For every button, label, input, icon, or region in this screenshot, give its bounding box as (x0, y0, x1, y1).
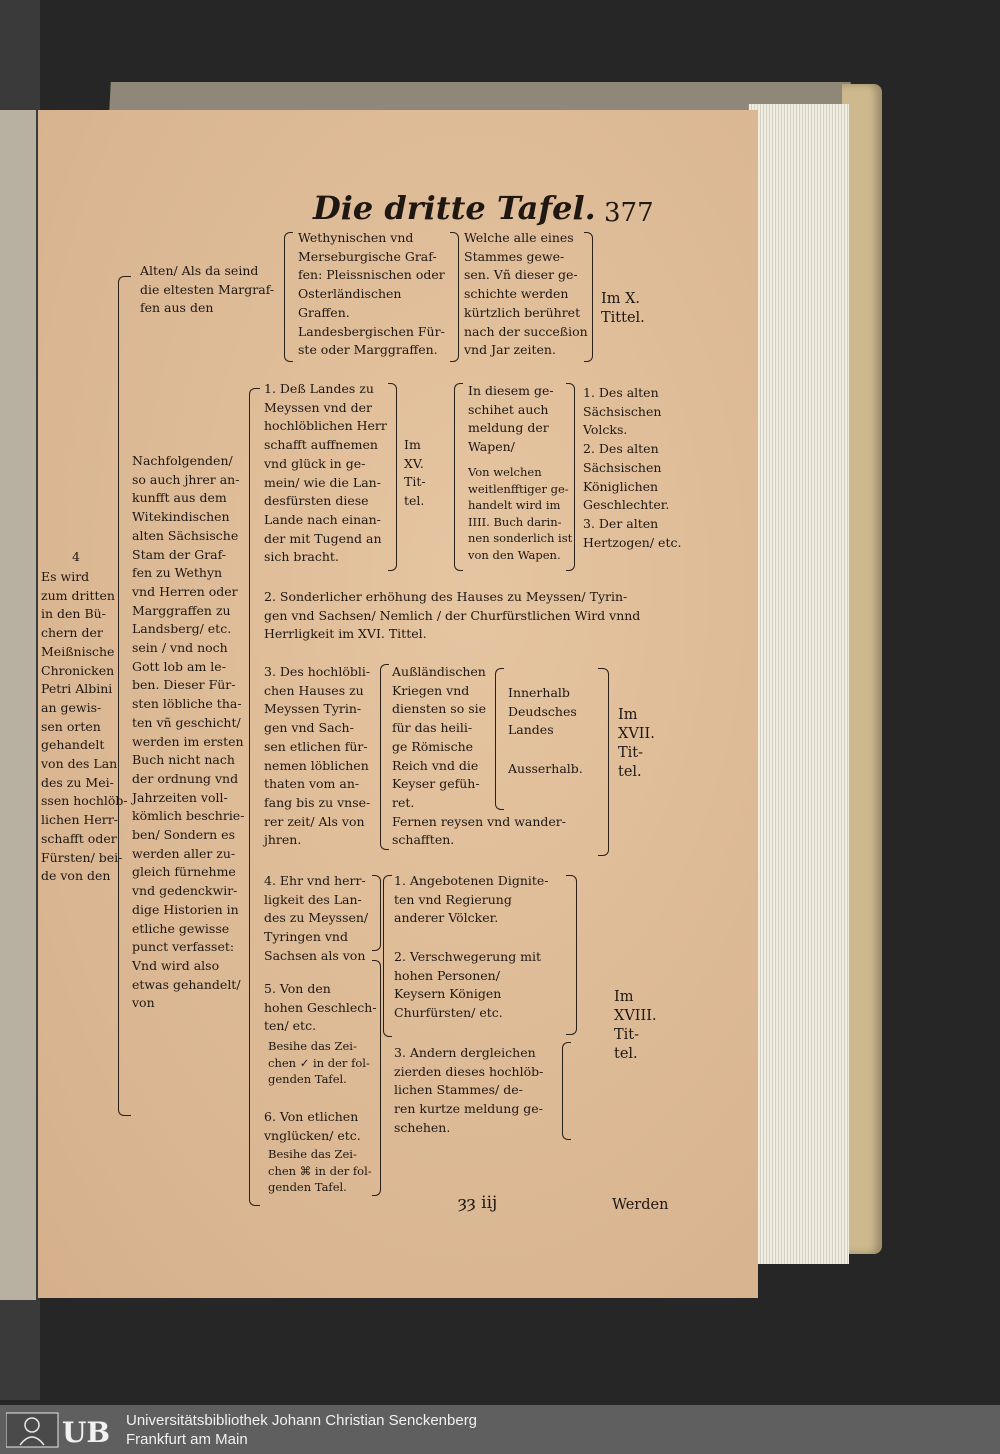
brace-xvii (598, 668, 609, 856)
brace-item4 (372, 875, 381, 951)
text-im-xviii: Im XVIII. Tit- tel. (614, 989, 657, 1062)
facing-page-edge (0, 110, 36, 1300)
brace-vonwelchen (566, 383, 575, 571)
logo-text: UB (62, 1416, 111, 1449)
signature-mark: ȝȝ iij (458, 1193, 498, 1213)
item-2: 2. Sonderlicher erhöhung des Hauses zu Meyssen/ Tyrin- gen vnd Sachsen/ Nemlich / der Churfürstlichen Wird vnnd Herrligkeit im XVI. Tittel. (264, 589, 641, 642)
brace-auslaend (495, 668, 504, 810)
text-innerhalb: Innerhalb Deudsches Landes (508, 685, 577, 738)
margin-number: 4 (72, 549, 80, 564)
brace-sub (383, 875, 392, 1037)
item-4: 4. Ehr vnd herr- ligkeit des Lan- des zu Meyssen/ Tyringen vnd Sachsen als von (264, 873, 369, 963)
text-nachfolgenden: Nachfolgenden/ so auch jhrer an- kunfft aus dem Witekindischen alten Sächsische Stam der Graf- fen zu Wethyn vnd Herren oder Marggraffen zu Landsberg/ etc. sein / vnd noch Gott lob am le- ben. Dieser Für- sten löbliche tha- ten vñ geschicht/ werden im ersten Buch nicht nach der ordnung vnd Jahrzeiten voll- kömlich beschrie- ben/ Sondern es werden aller zu- gleich fürnehme vnd gedenckwir- dige Historien in etliche gewisse punct verfasset: Vnd wird also etwas gehandelt/ von (132, 453, 245, 1011)
brace-items56 (372, 960, 381, 1196)
text-im-xvii: Im XVII. Tit- tel. (618, 707, 655, 780)
page-number: 377 (604, 198, 654, 228)
catchword: Werden (612, 1197, 669, 1213)
text-im-xv: Im XV. Tit- tel. (404, 437, 426, 509)
text-welche: Welche alle eines Stammes gewe- sen. Vñ dieser ge- schichte werden kürtzlich berühret nach der succeßion vnd Jar zeiten. (464, 230, 588, 358)
margin-note: Es wird zum dritten in den Bü- chern der Meißnische Chronicken Petri Albini an gewis- sen orten gehandelt von des Lan des zu Mei- ssen hochlöb- lichen Herr- schafft oder Fürsten/ bei- de von den (41, 569, 128, 884)
brace-sub12 (566, 875, 577, 1035)
brace-item3 (380, 664, 389, 850)
footer-city: Frankfurt am Main (126, 1431, 248, 1448)
text-wethyn: Wethynischen vnd Merseburgische Graf- fen: Pleissnischen oder Osterländischen Graffen. Landesbergischen Für- ste oder Marggraffen. (298, 230, 445, 358)
page-edges (748, 104, 849, 1264)
text-vonwelchen: Von welchen weitlenfftiger ge- handelt wird im IIII. Buch darin- nen sonderlich ist von den Wapen. (468, 465, 573, 562)
footer-bar (0, 1405, 1000, 1454)
sub-1: 1. Angebotenen Dignite- ten vnd Regierung anderer Völcker. (394, 873, 549, 926)
footer-institution: Universitätsbibliothek Johann Christian Senckenberg (126, 1412, 478, 1429)
text-alten: Alten/ Als da seind die eltesten Margraf- fen aus den (140, 263, 275, 316)
text-ausserhalb: Ausserhalb. (508, 761, 583, 776)
sub-2: 2. Verschwegerung mit hohen Personen/ Keysern Königen Churfürsten/ etc. (394, 949, 542, 1021)
brace-items (249, 388, 260, 1206)
page-title: Die dritte Tafel. (313, 189, 596, 227)
text-auslaend: Außländischen Kriegen vnd diensten so sie für das heili- ge Römische Reich vnd die Keyser gefüh- ret. Fernen reysen vnd wander- schafften. (392, 664, 566, 848)
brace-wethyn (284, 232, 293, 362)
item-6: 6. Von etlichen vnglücken/ etc. (264, 1109, 361, 1143)
ub-logo-icon (6, 1411, 114, 1449)
item-5-note: Besihe das Zei- chen ✓ in der fol- genden Tafel. (268, 1039, 370, 1086)
brace-indiesem (454, 383, 463, 571)
brace-welche (584, 232, 593, 362)
text-desalten: 1. Des alten Sächsischen Volcks. 2. Des alten Sächsischen Königlichen Geschlechter. 3. Der alten Hertzogen/ etc. (583, 385, 682, 550)
book-top-edge (109, 82, 851, 112)
item-6-note: Besihe das Zei- chen ⌘ in der fol- genden Tafel. (268, 1147, 372, 1194)
item-1: 1. Deß Landes zu Meyssen vnd der hochlöblichen Herr schafft auffnemen vnd glück in ge- mein/ wie die Lan- desfürsten diese Lande nach einan- der mit Tugend an sich bracht. (264, 381, 387, 565)
brace-sub3 (562, 1042, 571, 1140)
text-indiesem: In diesem ge- schihet auch meldung der Wapen/ (468, 383, 554, 455)
item-3: 3. Des hochlöbli- chen Hauses zu Meyssen Tyrin- gen vnd Sach- sen etlichen für- nemen löblichen thaten vom an- fang bis zu vnse- rer zeit/ Als von jhren. (264, 664, 371, 848)
sub-3: 3. Andern dergleichen zierden dieses hochlöb- lichen Stammes/ de- ren kurtze meldung ge- schehen. (394, 1045, 544, 1135)
brace-item1 (388, 383, 397, 571)
text-im-x: Im X. Tittel. (601, 291, 645, 326)
brace-wethyn-close (450, 232, 459, 362)
item-5: 5. Von den hohen Geschlech- ten/ etc. (264, 981, 377, 1034)
